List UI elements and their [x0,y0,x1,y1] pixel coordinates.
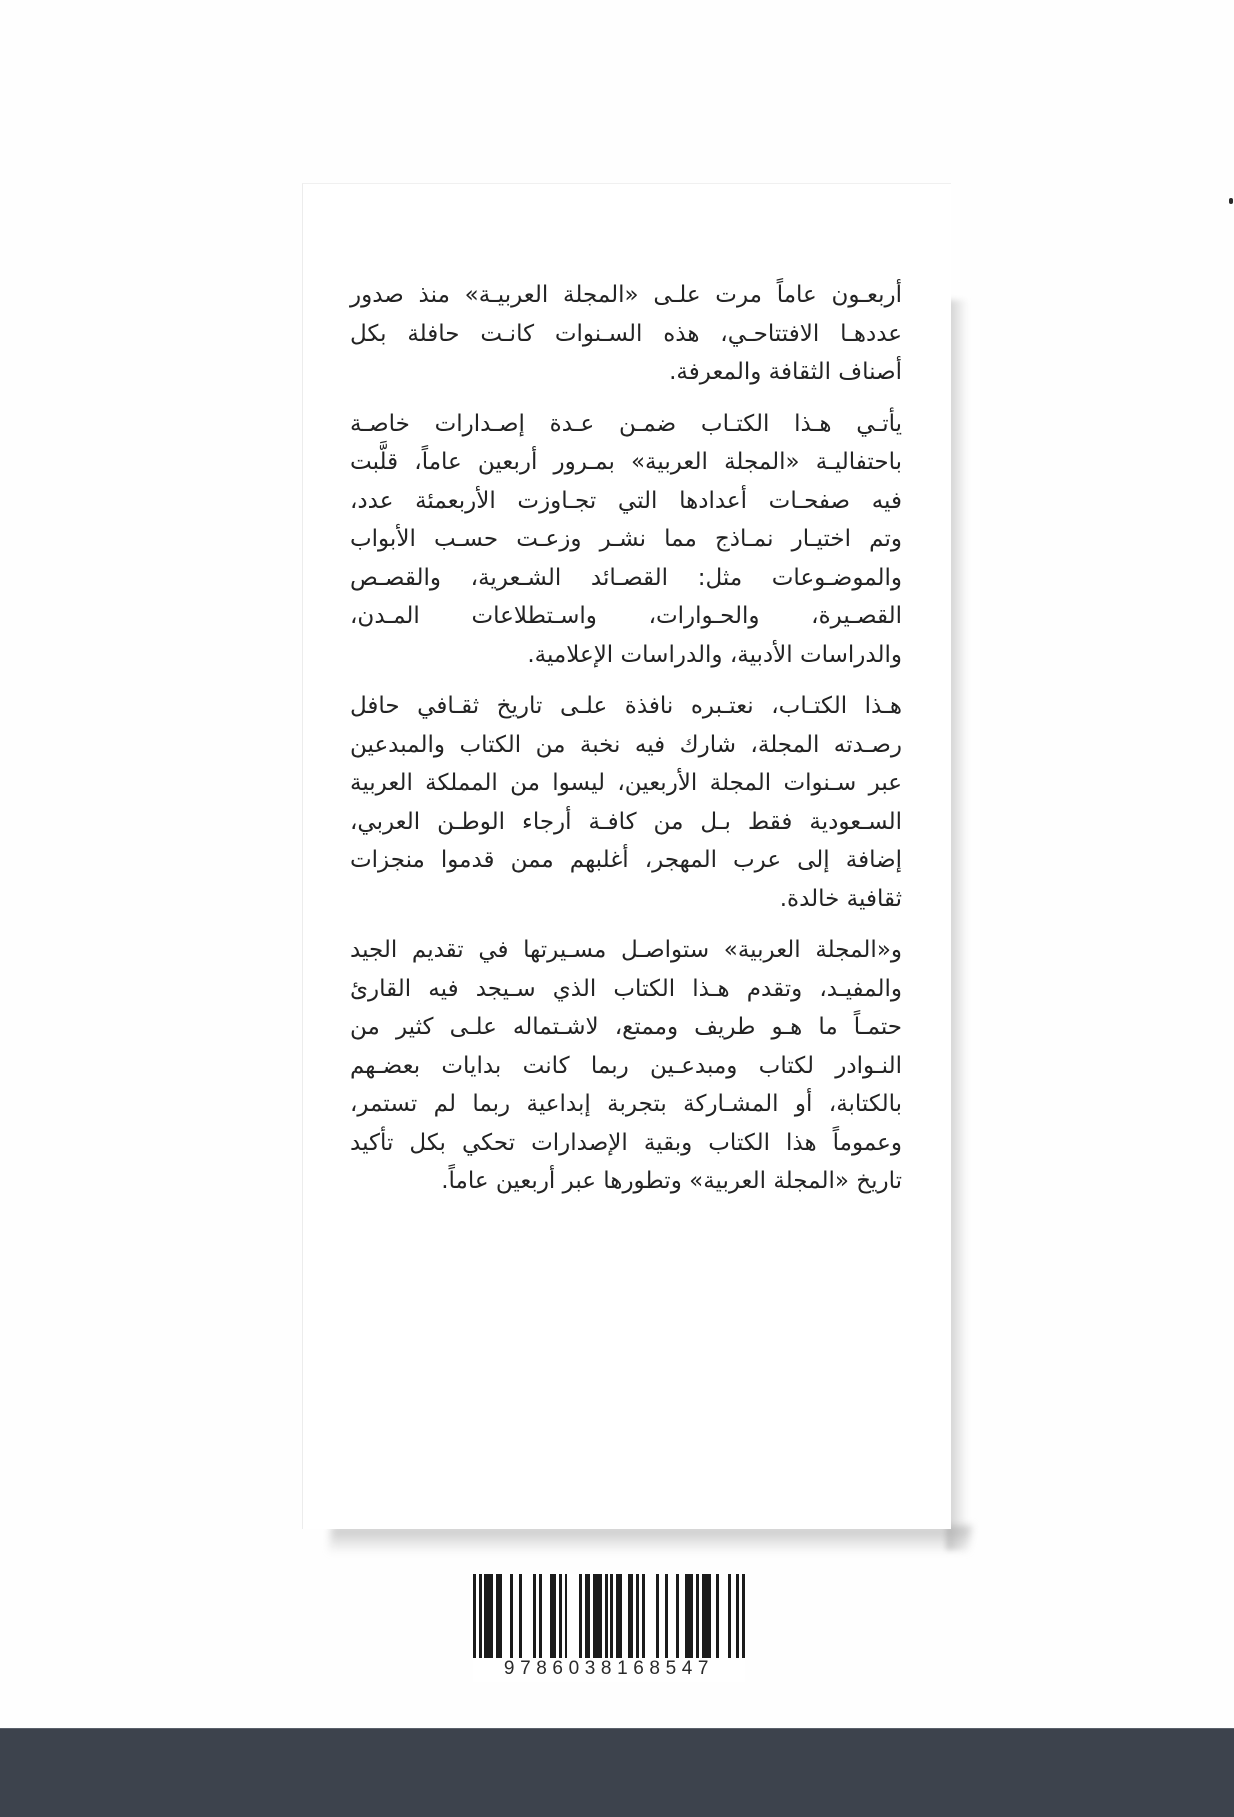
barcode-bar [656,1574,659,1658]
blurb-line: هـذا الكتـاب، نعتـبره نافذة علـى تاريخ ثقـافي حافل [350,693,902,719]
blurb-line: والموضـوعات مثل: القصـائد الشـعرية، والقصـص [350,564,902,591]
barcode-bar [642,1574,645,1658]
blurb-line: النـوادر لكتاب ومبدعـين ربما كانت بدايات بعضـهم [350,1052,902,1079]
blurb-line: رصـدته المجلة، شارك فيه نخبة من الكتاب والمبدعين [350,731,902,758]
barcode-bar [533,1574,536,1658]
blurb-line: عددهـا الافتتاحـي، هذه السـنوات كانـت حافلة بكل [350,320,902,347]
barcode-bar [728,1574,731,1658]
blurb-line: والدراسات الأدبية، والدراسات الإعلامية. [527,641,902,668]
blurb-line: وتم اختيـار نمـاذج مما نشـر وزعـت حسـب الأبواب [350,526,902,552]
blurb-text [350,276,902,1214]
barcode-bar [628,1574,634,1658]
barcode-bar [559,1574,562,1658]
barcode-bar [484,1574,493,1658]
barcode-bar [665,1574,668,1658]
blurb-line: بالكتابة، أو المشـاركة بتجربة إبداعية ربما لم تستمر، [350,1091,902,1117]
blurb-card [302,183,951,1529]
barcode-bar [636,1574,639,1658]
blurb-line: إضافة إلى عرب المهجر، أغلبهم ممن قدموا منجزات [350,847,902,873]
blurb-paragraph [350,405,902,675]
blurb-paragraph [350,687,902,918]
blurb-line: وعموماً هذا الكتاب وبقية الإصدارات تحكي بكل تأكيد [350,1129,902,1156]
blurb-paragraph [350,931,902,1201]
barcode-bar [510,1574,513,1658]
barcode-bar [539,1574,542,1658]
barcode-bar [479,1574,482,1658]
barcode-bar [676,1574,679,1658]
card-shadow [329,1526,972,1554]
footer-band [0,1728,1234,1817]
barcode-bar [742,1574,745,1658]
blurb-line: تاريخ «المجلة العربية» وتطورها عبر أربعين عاماً. [441,1168,902,1194]
blurb-line: عبر سـنوات المجلة الأربعين، ليسوا من المملكة العربية [350,770,902,796]
barcode-bar [579,1574,582,1658]
print-speck [1229,198,1233,204]
blurb-line: القصـيرة، والحـوارات، واسـتطلاعات المـدن، [350,603,902,629]
barcode-bar [565,1574,568,1658]
blurb-line: باحتفاليـة «المجلة العربية» بمـرور أربعين عاماً، قلَّبت [350,449,902,475]
barcode-bar [473,1574,476,1658]
barcode-bars [473,1574,745,1658]
barcode-bar [702,1574,711,1658]
blurb-paragraph [350,276,902,392]
blurb-line: أربعـون عاماً مرت علـى «المجلة العربيـة» منذ صدور [350,282,902,308]
blurb-line: ثقافية خالدة. [779,885,902,912]
barcode-bar [696,1574,699,1658]
isbn-barcode [473,1574,745,1682]
barcode-bar [519,1574,522,1658]
barcode-bar [716,1574,719,1658]
barcode-bar [610,1574,613,1658]
blurb-line: السـعودية فقط بـل من كافـة أرجاء الوطـن العربي، [350,808,902,835]
blurb-line: أصناف الثقافة والمعرفة. [669,359,902,385]
blurb-line: حتمـاً ما هـو طريف وممتع، لاشـتماله علـى كثير من [350,1014,902,1040]
blurb-line: فيه صفحـات أعدادها التي تجـاوزت الأربعمئة عدد، [350,487,902,514]
barcode-bar [496,1574,502,1658]
barcode-bar [685,1574,694,1658]
blurb-line: والمفيـد، وتقدم هـذا الكتاب الذي سـيجد فيه القارئ [350,975,902,1002]
blurb-line: و«المجلة العربية» ستواصـل مسـيرتها في تقديم الجيد [350,937,902,963]
isbn-number: 9786038168547 [503,1658,715,1679]
barcode-bar [605,1574,608,1658]
barcode-bar [585,1574,591,1658]
barcode-bar [616,1574,622,1658]
blurb-line: يأتـي هـذا الكتـاب ضمـن عـدة إصـدارات خاصـة [350,410,902,437]
barcode-bar [736,1574,739,1658]
barcode-bar [593,1574,602,1658]
barcode-bar [550,1574,556,1658]
